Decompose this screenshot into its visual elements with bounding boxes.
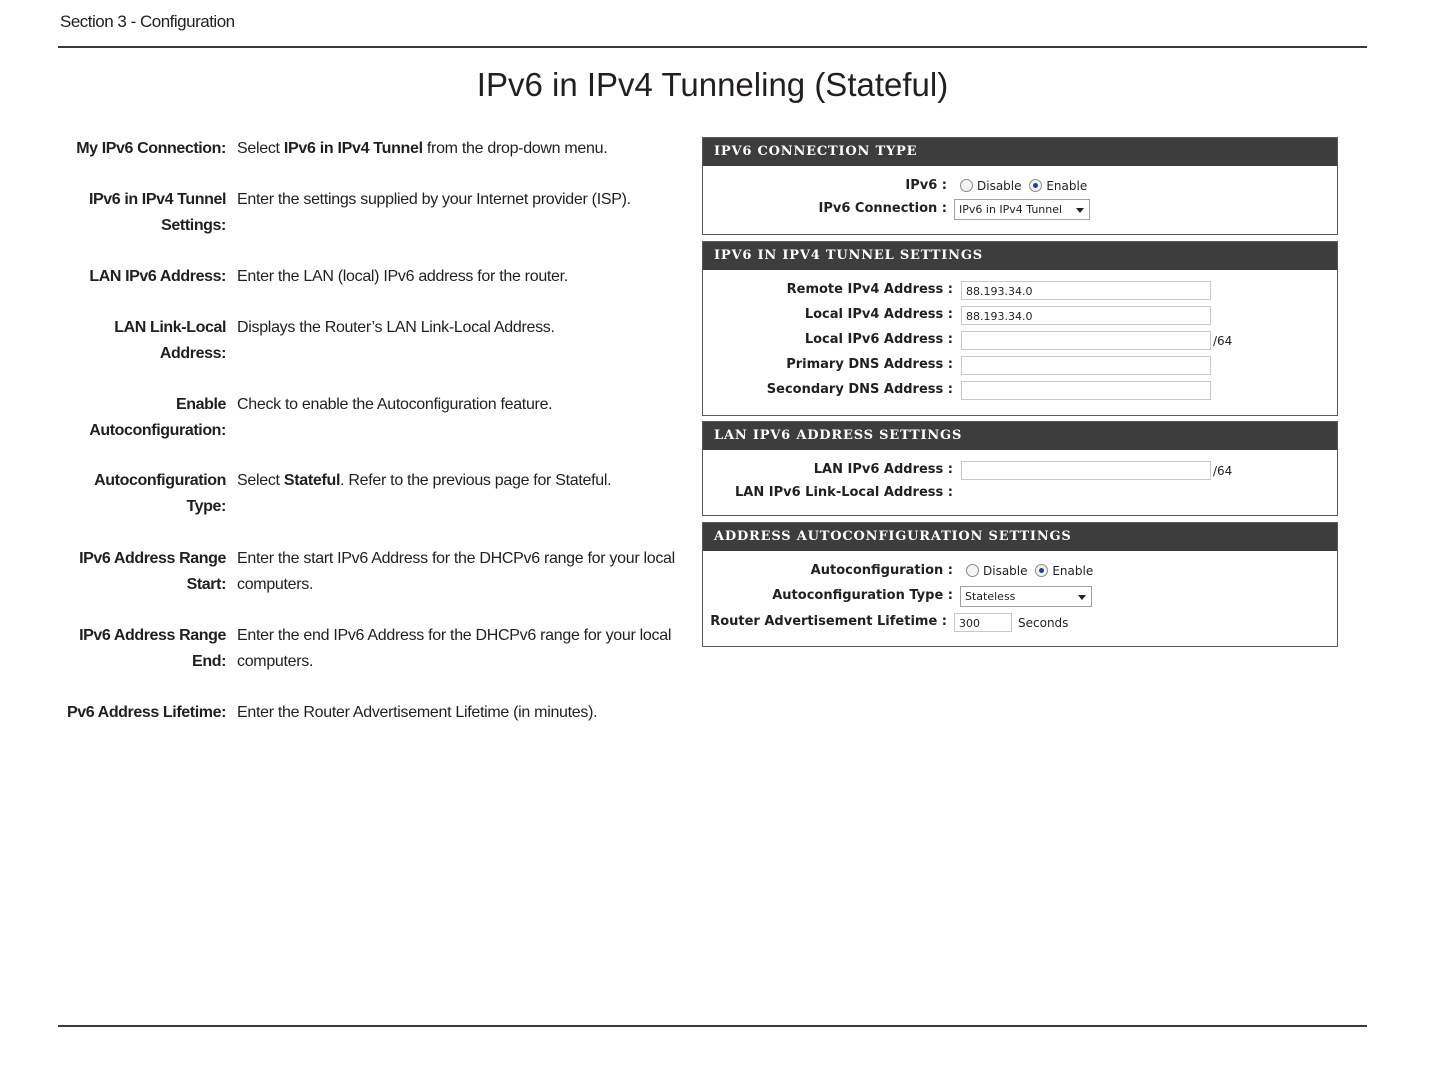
link-local-row [703, 482, 1337, 504]
local-ipv6-input[interactable] [961, 331, 1211, 350]
chevron-down-icon [1078, 595, 1086, 600]
autoconfig-disable-radio[interactable] [966, 564, 979, 577]
desc-term: My IPv6 Connection: [76, 140, 226, 157]
autoconfiguration-type-selected: Stateless [965, 590, 1016, 603]
panel-heading: ADDRESS AUTOCONFIGURATION SETTINGS [703, 523, 1337, 551]
panel-heading: LAN IPV6 ADDRESS SETTINGS [703, 422, 1337, 450]
panel-heading: IPV6 IN IPV4 TUNNEL SETTINGS [703, 242, 1337, 270]
link-local-label: LAN IPv6 Link-Local Address : [735, 485, 953, 500]
remote-ipv4-input[interactable]: 88.193.34.0 [961, 281, 1211, 300]
desc-definition: Enter the settings supplied by your Internet provider (ISP). [237, 191, 631, 208]
lan-ipv6-label: LAN IPv6 Address : [813, 462, 953, 477]
primary-dns-input[interactable] [961, 356, 1211, 375]
secondary-dns-input[interactable] [961, 381, 1211, 400]
advertisement-lifetime-label: Router Advertisement Lifetime : [710, 614, 947, 629]
desc-definition: Enter the end IPv6 Address for the DHCPv6 range for your local computers. [237, 627, 672, 670]
autoconfiguration-type-row [703, 585, 1337, 607]
autoconfig-enable-label: Enable [1052, 564, 1094, 578]
autoconfig-enable-radio[interactable] [1035, 564, 1048, 577]
local-ipv4-input[interactable]: 88.193.34.0 [961, 306, 1211, 325]
autoconfiguration-label: Autoconfiguration : [810, 563, 953, 578]
desc-term: IPv6 Address Range End: [79, 627, 226, 670]
ipv6-label: IPv6 : [905, 178, 947, 193]
autoconfiguration-type-select[interactable] [960, 586, 1092, 607]
lifetime-unit-label: Seconds [1018, 615, 1069, 630]
advertisement-lifetime-input[interactable]: 300 [954, 613, 1012, 632]
page-title: IPv6 in IPv4 Tunneling (Stateful) [476, 66, 949, 103]
panel-ipv6-connection-type [702, 137, 1338, 235]
ipv6-row [703, 175, 1337, 197]
desc-definition: Enter the LAN (local) IPv6 address for the router. [237, 268, 568, 285]
desc-term: IPv6 in IPv4 Tunnel Settings: [88, 191, 226, 234]
desc-term: LAN Link-Local Address: [114, 319, 226, 362]
chevron-down-icon [1076, 208, 1084, 213]
remote-ipv4-row [703, 279, 1337, 301]
section-label: Section 3 - Configuration [60, 12, 235, 31]
secondary-dns-row [703, 379, 1337, 401]
panel-tunnel-settings [702, 241, 1338, 416]
ipv6-disable-radio[interactable] [960, 179, 973, 192]
top-divider [58, 46, 1367, 48]
local-ipv6-row [703, 329, 1337, 351]
primary-dns-row [703, 354, 1337, 376]
advertisement-lifetime-row [703, 611, 1337, 633]
autoconfig-disable-label: Disable [983, 564, 1028, 578]
ipv6-enable-radio[interactable] [1029, 179, 1042, 192]
bottom-divider [58, 1025, 1367, 1027]
autoconfiguration-type-label: Autoconfiguration Type : [772, 588, 953, 603]
ipv6-connection-select[interactable] [954, 199, 1090, 220]
desc-term: Pv6 Address Lifetime: [66, 704, 226, 721]
ipv6-connection-row [703, 198, 1337, 220]
ipv6-connection-selected: IPv6 in IPv4 Tunnel [959, 203, 1063, 216]
panel-autoconfiguration-settings [702, 522, 1338, 647]
secondary-dns-label: Secondary DNS Address : [766, 382, 953, 397]
desc-definition: Enter the start IPv6 Address for the DHCPv6 range for your local computers. [237, 550, 675, 593]
local-ipv6-label: Local IPv6 Address : [804, 332, 953, 347]
ipv6-connection-label: IPv6 Connection : [818, 201, 947, 216]
desc-term: Enable Autoconfiguration: [89, 396, 226, 439]
ipv6-disable-label: Disable [977, 179, 1022, 193]
desc-definition: Check to enable the Autoconfiguration feature. [237, 396, 553, 413]
primary-dns-label: Primary DNS Address : [786, 357, 953, 372]
local-ipv4-row [703, 304, 1337, 326]
ipv6-enable-label: Enable [1046, 179, 1088, 193]
lan-ipv6-input[interactable] [961, 461, 1211, 480]
panel-heading: IPV6 CONNECTION TYPE [703, 138, 1337, 166]
desc-term: Autoconfiguration Type: [94, 472, 226, 515]
desc-definition: Displays the Router’s LAN Link-Local Address. [237, 319, 555, 336]
autoconfiguration-row [703, 560, 1337, 582]
ipv6-radio-group [960, 175, 1091, 197]
desc-definition: Select IPv6 in IPv4 Tunnel from the drop-down menu. [237, 140, 608, 157]
remote-ipv4-label: Remote IPv4 Address : [786, 282, 953, 297]
desc-definition: Enter the Router Advertisement Lifetime (in minutes). [237, 704, 598, 721]
desc-term: LAN IPv6 Address: [89, 268, 226, 285]
local-ipv4-label: Local IPv4 Address : [804, 307, 953, 322]
desc-definition: Select Stateful. Refer to the previous page for Stateful. [237, 472, 612, 489]
desc-term: IPv6 Address Range Start: [79, 550, 226, 593]
prefix-length-suffix: /64 [1213, 463, 1233, 478]
prefix-length-suffix: /64 [1213, 333, 1233, 348]
lan-ipv6-row [703, 459, 1337, 481]
panel-lan-ipv6-settings [702, 421, 1338, 516]
